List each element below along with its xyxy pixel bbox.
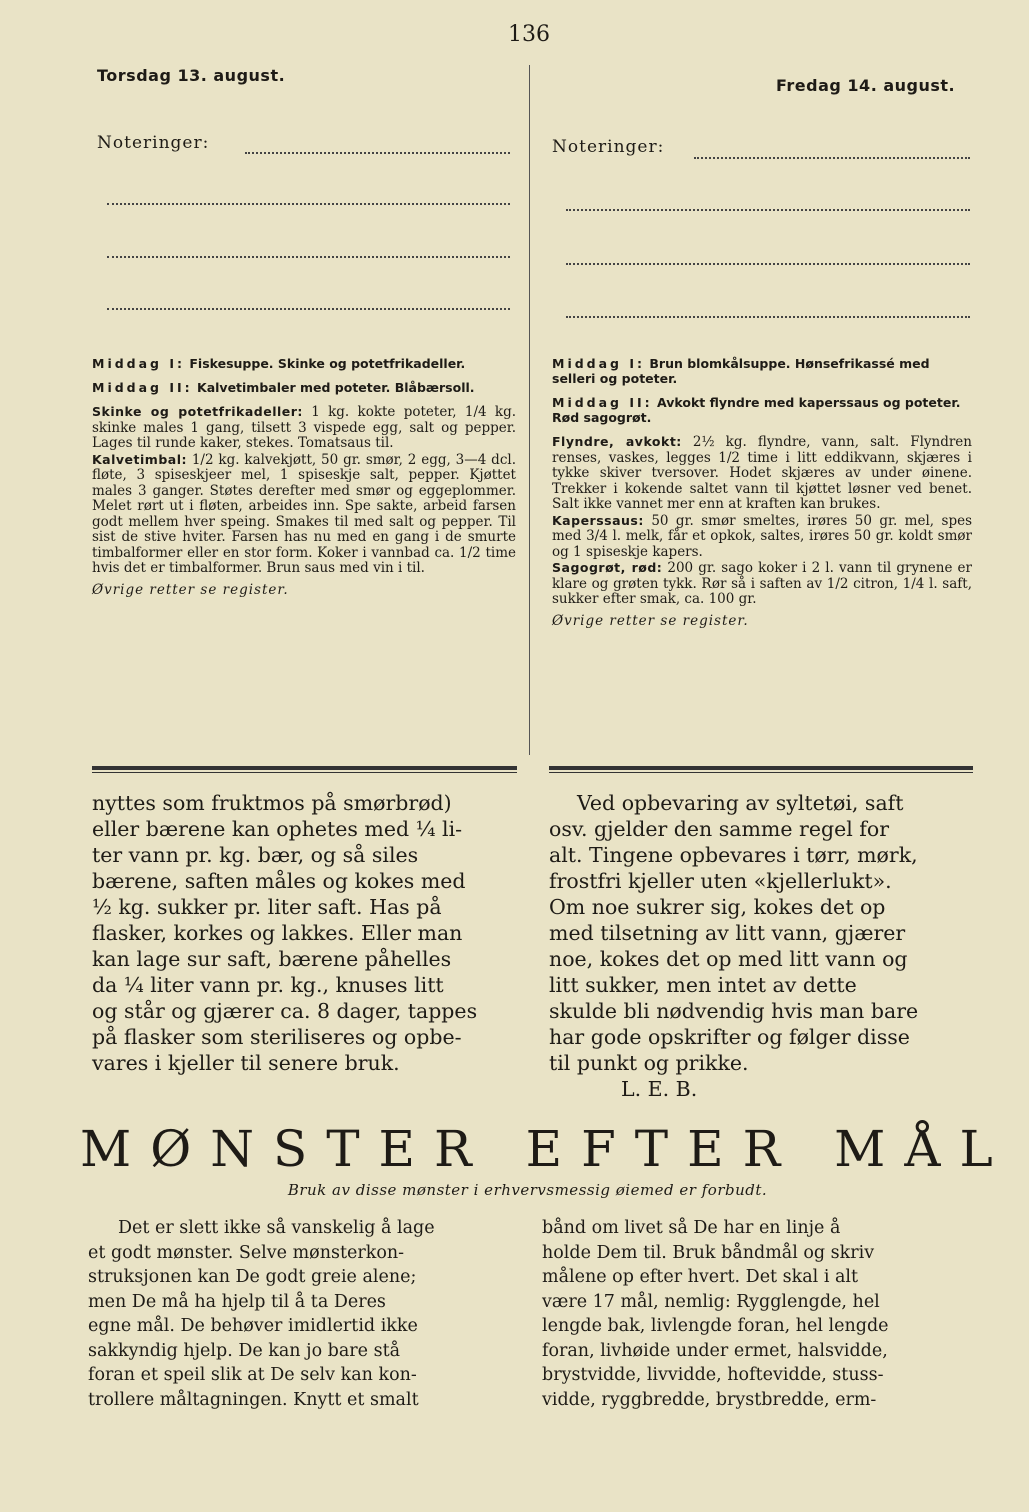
left-note-line-4 — [107, 308, 510, 310]
right-other-dishes: Øvrige retter se register. — [552, 612, 749, 629]
right-day-title: Fredag 14. august. — [776, 76, 956, 95]
right-recipe-1: Flyndre, avkokt: 2½ kg. flyndre, vann, salt. Flyndren renses, vaskes, legges 1/2 time i litt eddikvann, skjæres i tykke skiver tversover. Hodet skjæres av under øinene. Trekker i kokende saltet vann til kjøttet løsner ved benet. Salt ikke vannet mer enn at kraften kan brukes. — [552, 434, 972, 512]
left-recipe-1: Skinke og potetfrikadeller: 1 kg. kokte poteter, 1/4 kg. skinke males 1 gang, tilsett 3 vispede egg, salt og pepper. Lages til runde kaker, stekes. Tomatsaus til. — [92, 404, 516, 451]
article-subheadline: Bruk av disse mønster i erhvervsmessig øiemed er forbudt. — [287, 1181, 768, 1199]
right-recipe-block — [552, 356, 972, 629]
continuation-last-line: til punkt og prikke. — [549, 1051, 749, 1075]
left-recipe-block — [92, 356, 516, 598]
left-note-line-1 — [245, 152, 510, 154]
left-recipe-2: Kalvetimbal: 1/2 kg. kalvekjøtt, 50 gr. smør, 2 egg, 3—4 dcl. fløte, 3 spiseskjeer mel, 1 spiseskje salt, pepper. Kjøttet males 3 ganger. Støtes derefter med smør og eggeplommer. Melet rørt ut i fløten, arbeides inn. Spe sakte, arbeid farsen godt mellem hver speing. Smakes til med salt og pepper. Til sist de stive hviter. Farsen has nu med en gang i de smurte timbalformer eller en stor form. Koker i vannbad ca. 1/2 time hvis det er timbalformer. Brun saus med vin i til. — [92, 451, 516, 576]
section-rule-right — [549, 766, 973, 770]
left-notes-label: Noteringer: — [97, 133, 210, 153]
right-note-line-1 — [694, 157, 970, 159]
column-divider — [529, 65, 530, 755]
right-meal-2: Middag II: Avkokt flyndre med kaperssaus og poteter. Rød sagogrøt. — [552, 395, 961, 425]
right-recipe-2: Kaperssaus: 50 gr. smør smeltes, irøres 50 gr. mel, spes med 3/4 l. melk, får et opkok, saltes, irøres 50 gr. koldt smør og 1 spiseskje kapers. — [552, 512, 972, 560]
left-meal-2: Middag II: Kalvetimbaler med poteter. Blåbærsoll. — [92, 380, 475, 395]
article-left-column: Det er slett ikke så vanskelig å lage et godt mønster. Selve mønsterkon- struksjonen kan De godt greie alene; men De må ha hjelp til å ta Deres egne mål. De behøver imidlertid ikke sakkyndig hjelp. De kan jo bare stå foran et speil slik at De selv kan kon- trollere måltagningen. Knytt et smalt — [88, 1218, 435, 1410]
section-rule-right-thin — [549, 772, 973, 773]
section-rule-left — [92, 766, 517, 770]
left-day-title: Torsdag 13. august. — [97, 66, 286, 85]
right-recipe-3: Sagogrøt, rød: 200 gr. sago koker i 2 l. vann til grynene er klare og grøten tykk. Rør så i saften av 1/2 citron, 1/4 l. saft, sukker efter smak, ca. 100 gr. — [552, 560, 972, 607]
page-number: 136 — [508, 22, 550, 47]
left-other-dishes: Øvrige retter se register. — [92, 581, 289, 598]
left-meal-1: Middag I: Fiskesuppe. Skinke og potetfrikadeller. — [92, 356, 466, 371]
continuation-left: nyttes som fruktmos på smørbrød) eller bærene kan ophetes med ¼ li- ter vann pr. kg. bær, og så siles bærene, saften måles og kokes med ½ kg. sukker pr. liter saft. Has på flasker, korkes og lakkes. Eller man kan lage sur saft, bærene påhelles da ¼ liter vann pr. kg., knuses litt og står og gjærer ca. 8 dager, tappes på flasker som steriliseres og opbe- vares i kjeller til senere bruk. — [92, 791, 478, 1075]
continuation-right: Ved opbevaring av syltetøi, saft osv. gjelder den samme regel for alt. Tingene opbevares i tørr, mørk, frostfri kjeller uten «kjellerlukt». Om noe sukrer sig, kokes det op med tilsetning av litt vann, gjærer noe, kokes det op med litt vann og litt sukker, men intet av dette skulde bli nødvendig hvis man bare har gode opskrifter og følger disse til punkt og prikke. L. E. B. — [549, 790, 969, 1102]
section-rule-left-thin — [92, 772, 517, 773]
left-note-line-3 — [107, 256, 510, 258]
right-note-line-3 — [566, 263, 970, 265]
article-headline: MØNSTER EFTER MÅL — [80, 1120, 1012, 1178]
right-meal-1: Middag I: Brun blomkålsuppe. Hønsefrikassé med selleri og poteter. — [552, 356, 930, 386]
right-note-line-4 — [566, 316, 970, 318]
left-note-line-2 — [107, 203, 510, 205]
right-notes-label: Noteringer: — [552, 137, 665, 157]
article-right-column: bånd om livet så De har en linje å holde Dem til. Bruk båndmål og skriv målene op efter hvert. Det skal i alt være 17 mål, nemlig: Rygglengde, hel lengde bak, livlengde foran, hel lengde foran, livhøide under ermet, halsvidde, brystvidde, livvidde, hoftevidde, stuss- vidde, ryggbredde, brystbredde, erm- — [542, 1218, 889, 1410]
right-note-line-2 — [566, 209, 970, 211]
signature: L. E. B. — [621, 1077, 698, 1101]
